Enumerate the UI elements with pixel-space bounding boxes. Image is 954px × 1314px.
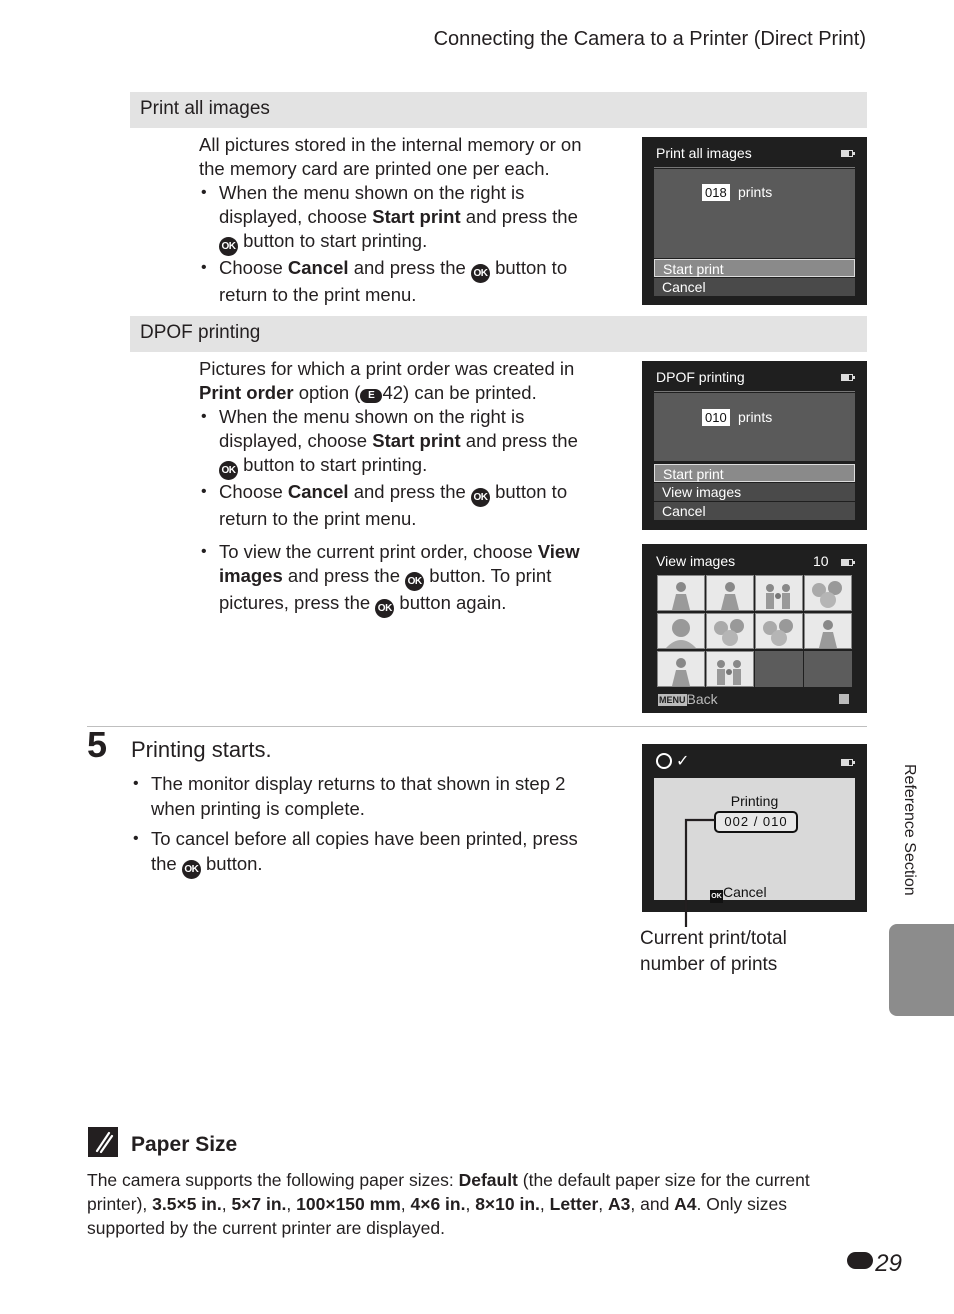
side-section-label: Reference Section [901,764,918,896]
print-progress: 002 / 010 [714,811,798,833]
camera-screen-printing [642,744,867,912]
reference-section-icon: E [360,389,382,403]
thumbnail-portrait[interactable] [657,613,705,649]
bullet: • Choose Cancel and press the OK button to return to the print menu. [199,256,609,307]
menu-item-cancel[interactable]: Cancel [654,278,855,296]
bullet: • To cancel before all copies have been printed, press the OK button. [131,826,601,879]
print-status-icon: ✓ [676,753,690,770]
step-divider [87,726,867,727]
menu-item-start-print[interactable]: Start print [654,464,855,482]
step-title: Printing starts. [131,737,272,762]
bullet: • To view the current print order, choose View images and press the OK button. To print pictures, press the OK button again. [199,540,609,618]
thumbnail-family[interactable] [755,575,803,611]
side-section-tab [889,924,954,1016]
back-hint: MENUBack [659,691,718,707]
screen-panel [654,169,855,258]
dpof-view-text [199,540,609,618]
running-header: Connecting the Camera to a Printer (Direct Print) [433,28,866,50]
print-count-label: prints [738,184,773,200]
callout-leader-line [680,815,720,930]
thumbnail-person[interactable] [657,651,705,687]
thumbnail-family[interactable] [706,651,754,687]
section-title: Print all images [140,98,270,119]
battery-icon [841,759,853,766]
thumbnail-flowers[interactable] [706,613,754,649]
page-number: 29 [847,1250,902,1278]
ok-button-icon: OK [710,890,723,903]
pictbridge-icon [656,753,672,769]
cancel-hint: OKCancel [710,884,767,903]
image-count: 10 [813,553,829,569]
callout-label: Current print/total number of prints [640,928,787,975]
bullet: • Choose Cancel and press the OK button to return to the print menu. [199,480,609,531]
step5-text [131,771,601,879]
print-count: 018 [702,184,730,201]
bullet: • When the menu shown on the right is displayed, choose Start print and press the OK button to start printing. [199,181,609,256]
bullet: • When the menu shown on the right is displayed, choose Start print and press the OK button to start printing. [199,405,609,480]
note-title: Paper Size [131,1133,238,1156]
camera-screen-view-images [642,544,867,713]
battery-icon [841,559,853,566]
thumbnail-person[interactable] [706,575,754,611]
camera-screen-dpof [642,361,867,530]
section-bar-dpof [130,316,867,352]
screen-title: Print all images [656,145,752,161]
bullet: • The monitor display returns to that shown in step 2 when printing is complete. [131,771,601,821]
print-count: 010 [702,409,730,426]
ok-button-icon: OK [375,599,394,618]
intro-paragraph: All pictures stored in the internal memory or on the memory card are printed one per each. [199,134,582,179]
reference-section-icon [847,1252,873,1269]
screen-title: View images [656,553,736,569]
note-paragraph: The camera supports the following paper sizes: Default (the default paper size for the current printer), 3.5×5 in., 5×7 in., 100×150 mm, 4×6 in., 8×10 in., Letter, A3, and A4. Only sizes supported by the current printer are displayed. [87,1170,810,1238]
menu-item-cancel[interactable]: Cancel [654,502,855,520]
thumbnail-person[interactable] [804,613,852,649]
battery-icon [841,374,853,381]
section-title: DPOF printing [140,322,261,343]
dpof-text [199,357,609,531]
thumbnail-empty[interactable] [804,651,852,687]
thumbnail-flowers[interactable] [804,575,852,611]
screen-title: DPOF printing [656,369,745,385]
ok-button-icon: OK [182,860,201,879]
camera-screen-print-all [642,137,867,305]
thumbnail-person[interactable] [657,575,705,611]
ok-button-icon: OK [471,488,490,507]
menu-item-view-images[interactable]: View images [654,483,855,501]
battery-icon [841,150,853,157]
print-count-label: prints [738,409,773,425]
zoom-icon [839,694,849,704]
section-bar-print-all [130,92,867,128]
thumbnail-empty[interactable] [755,651,803,687]
print-all-text [199,133,609,307]
printing-label: Printing [730,793,779,809]
note-pencil-icon [88,1127,118,1157]
thumbnail-flowers[interactable] [755,613,803,649]
ok-button-icon: OK [471,264,490,283]
ok-button-icon: OK [219,461,238,480]
menu-button-icon: MENU [659,695,686,705]
menu-item-start-print[interactable]: Start print [654,259,855,277]
ok-button-icon: OK [219,237,238,256]
screen-panel [654,393,855,461]
step-number: 5 [87,724,108,765]
ok-button-icon: OK [405,572,424,591]
intro-paragraph: Pictures for which a print order was created in Print order option ( E 42) can be printed. [199,358,575,403]
